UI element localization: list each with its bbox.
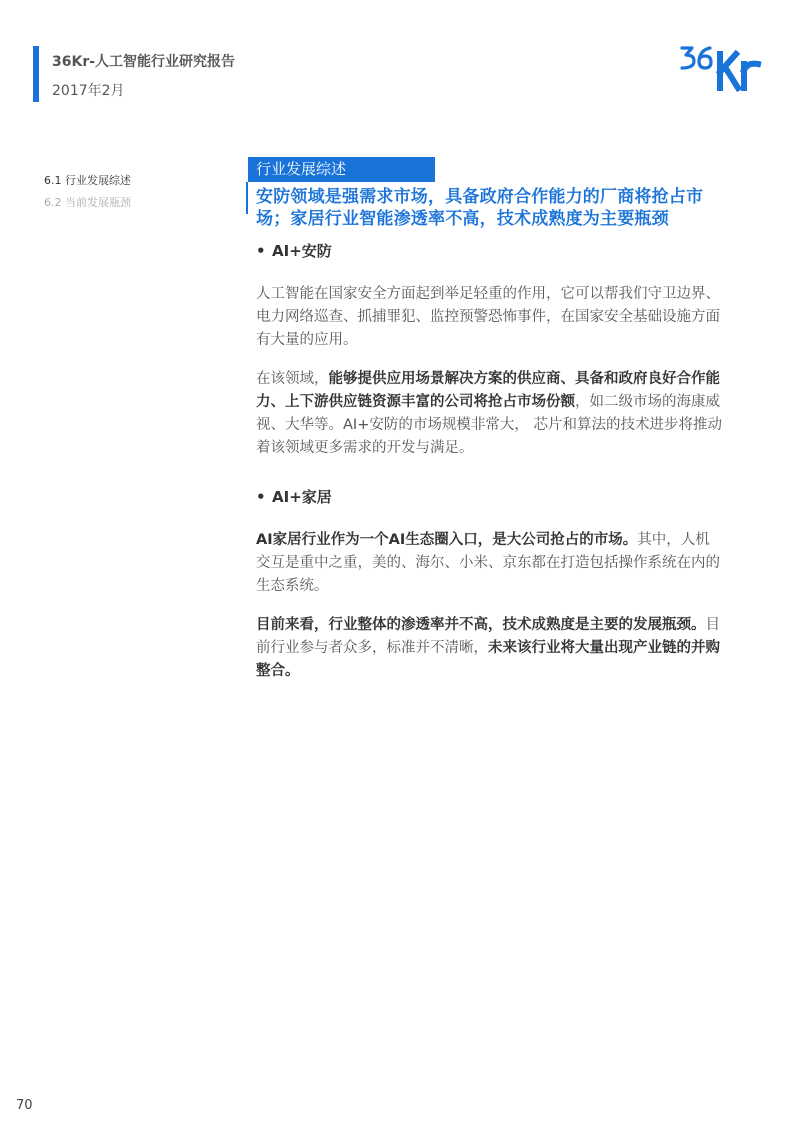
home-heading [256,486,722,507]
header-accent-bar [33,46,39,102]
home-p2-mid: 目前行业参与者众多，标准并不清晰， [256,617,720,656]
security-paragraph-2 [256,368,722,460]
security-p2-tail: ，如二级市场的海康威视、大华等。AI+安防的市场规模非常大， 芯片和算法的技术进步将推动着该领域更多需求的开发与满足。 [256,394,722,456]
home-paragraph-2 [256,614,722,683]
home-p2-bold-2: 未来该行业将大量出现产业链的并购整合。 [256,640,720,679]
headline-rule [246,182,248,214]
report-title: 36Kr-人工智能行业研究报告 [52,54,236,70]
home-p2-bold-1: 目前来看，行业整体的渗透率并不高，技术成熟度是主要的发展瓶颈。 [256,617,706,633]
bullet-dot: • [256,488,266,506]
report-date: 2017年2月 [52,83,125,99]
nav-item-6-2[interactable]: 6.2 当前发展瓶颈 [44,196,131,209]
chapter-nav [44,170,131,214]
page-number: 70 [16,1098,33,1113]
section-headline: 安防领域是强需求市场，具备政府合作能力的厂商将抢占市场；家居行业智能渗透率不高，技术成熟度为主要瓶颈 [256,187,704,229]
section-tag: 行业发展综述 [248,157,435,182]
home-p1-bold: AI家居行业作为一个AI生态圈入口，是大公司抢占的市场。 [256,532,638,548]
security-p2-bold: 能够提供应用场景解决方案的供应商、具备和政府良好合作能力、上下游供应链资源丰富的公司将抢占市场份额 [256,371,720,410]
bullet-dot: • [256,242,266,260]
security-heading-text: AI+安防 [272,242,332,260]
security-p2-lead: 在该领域， [256,371,329,387]
security-paragraph-1: 人工智能在国家安全方面起到举足轻重的作用，它可以帮我们守卫边界、电力网络巡查、抓捕罪犯、监控预警恐怖事件，在国家安全基础设施方面有大量的应用。 [256,286,720,348]
home-p1-tail: 其中，人机交互是重中之重，美的、海尔、小米、京东都在打造包括操作系统在内的生态系统。 [256,532,720,594]
home-paragraph-1 [256,529,722,598]
nav-item-6-1[interactable]: 6.1 行业发展综述 [44,174,131,187]
security-heading [256,240,722,261]
home-heading-text: AI+家居 [272,488,332,506]
36kr-logo [680,40,764,92]
main-content [256,240,722,699]
